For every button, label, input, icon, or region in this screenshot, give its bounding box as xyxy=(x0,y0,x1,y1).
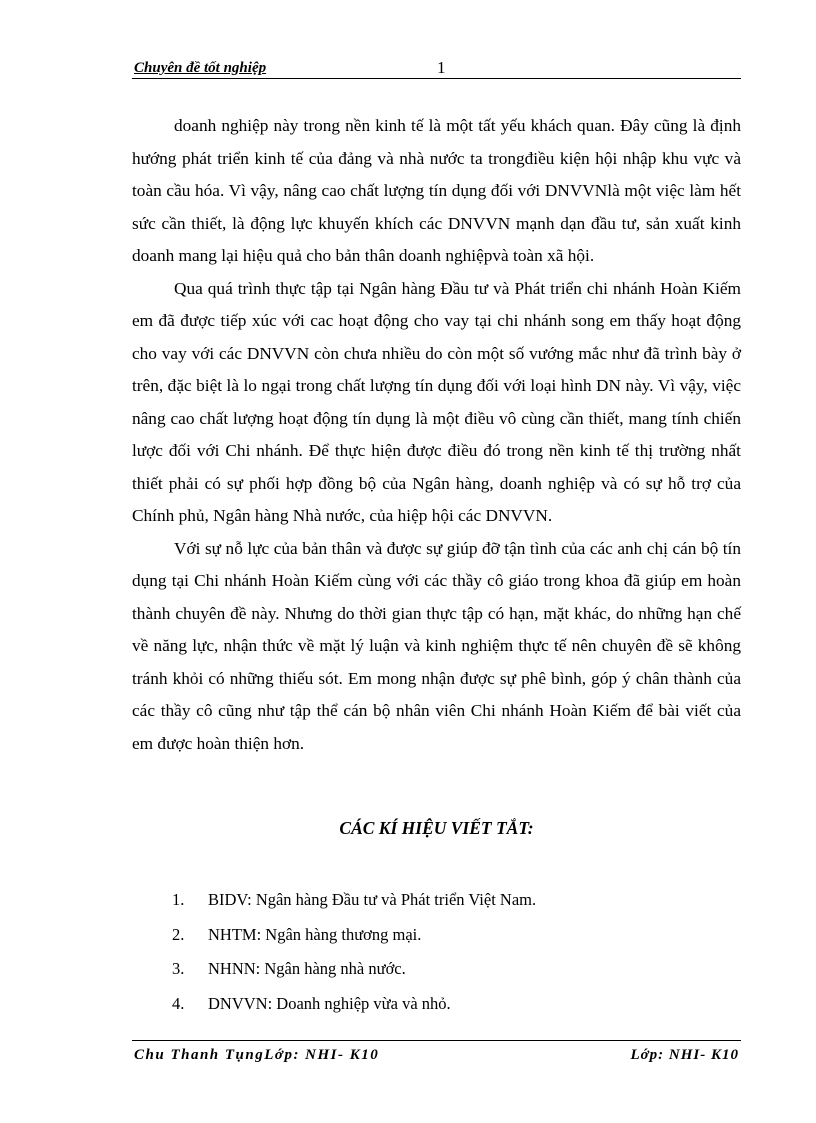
footer-class: Lớp: NHI- K10 xyxy=(630,1047,739,1063)
list-item xyxy=(172,883,536,918)
list-item-number: 3. xyxy=(172,959,185,978)
list-item xyxy=(172,987,536,1022)
list-item-number: 2. xyxy=(172,924,185,944)
footer-author-class: Chu Thanh TụngLớp: NHI- K10 xyxy=(134,1047,380,1063)
list-item-text: NHNN: Ngân hàng nhà nước. xyxy=(208,959,406,978)
paragraph-2: Qua quá trình thực tập tại Ngân hàng Đầu tư và Phát triển chi nhánh Hoàn Kiếm em đã được tiếp xúc với cac hoạt động cho vay tại chi nhánh song em thấy hoạt động cho vay với các DNVVN còn chưa nhiều do còn một số vướng mắc như đã trình bày ở trên, đặc biệt là lo ngại trong chất lượng tín dụng đối với loại hình DN này. Vì vậy, việc nâng cao chất lượng hoạt động tín dụng là một điều vô cùng cần thiết, mang tính chiến lược đối với Chi nhánh. Để thực hiện được điều đó trong nền kinh tế thị trường nhất thiết phải có sự phối hợp đồng bộ của Ngân hàng, doanh nghiệp và có sự hỗ trợ của Chính phủ, Ngân hàng Nhà nước, của hiệp hội các DNVVN. xyxy=(132,278,741,525)
body-text xyxy=(132,110,741,760)
list-item-text: DNVVN: Doanh nghiệp vừa và nhỏ. xyxy=(208,993,451,1013)
list-item-number: 1. xyxy=(172,890,185,909)
page-header xyxy=(132,58,741,79)
list-item-number: 4. xyxy=(172,993,185,1013)
list-item-text: BIDV: Ngân hàng Đầu tư và Phát triển Việt Nam. xyxy=(208,890,537,909)
header-title: Chuyên đề tốt nghiệp xyxy=(134,60,267,76)
page-number: 1 xyxy=(437,58,446,77)
page-footer xyxy=(132,1040,741,1067)
list-item xyxy=(172,918,536,953)
list-item-text: NHTM: Ngân hàng thương mại. xyxy=(208,924,422,944)
abbreviations-heading: CÁC KÍ HIỆU VIẾT TẮT: xyxy=(339,818,534,838)
paragraph-3: Với sự nỗ lực của bản thân và được sự giúp đỡ tận tình của các anh chị cán bộ tín dụng tại Chi nhánh Hoàn Kiếm cùng với các thầy cô giáo trong khoa đã giúp em hoàn thành chuyên đề này. Nhưng do thời gian thực tập có hạn, mặt khác, do những hạn chế về năng lực, nhận thức về mặt lý luận và kinh nghiệm thực tế nên chuyên đề sẽ không tránh khỏi có những thiếu sót. Em mong nhận được sự phê bình, góp ý chân thành của các thầy cô cũng như tập thể cán bộ nhân viên Chi nhánh Hoàn Kiếm để bài viết của em được hoàn thiện hơn. xyxy=(132,538,741,753)
list-item xyxy=(172,952,536,987)
abbreviations-list xyxy=(172,883,536,1021)
paragraph-1: doanh nghiệp này trong nền kinh tế là một tất yếu khách quan. Đây cũng là định hướng phát triển kinh tế của đảng và nhà nước ta trongđiều kiện hội nhập khu vực và toàn cầu hóa. Vì vậy, nâng cao chất lượng tín dụng đối với DNVVNlà một việc làm hết sức cần thiết, là động lực khuyến khích các DNVVN mạnh dạn đầu tư, sản xuất kinh doanh mang lại hiệu quả cho bản thân doanh nghiệpvà toàn xã hội. xyxy=(132,116,741,265)
